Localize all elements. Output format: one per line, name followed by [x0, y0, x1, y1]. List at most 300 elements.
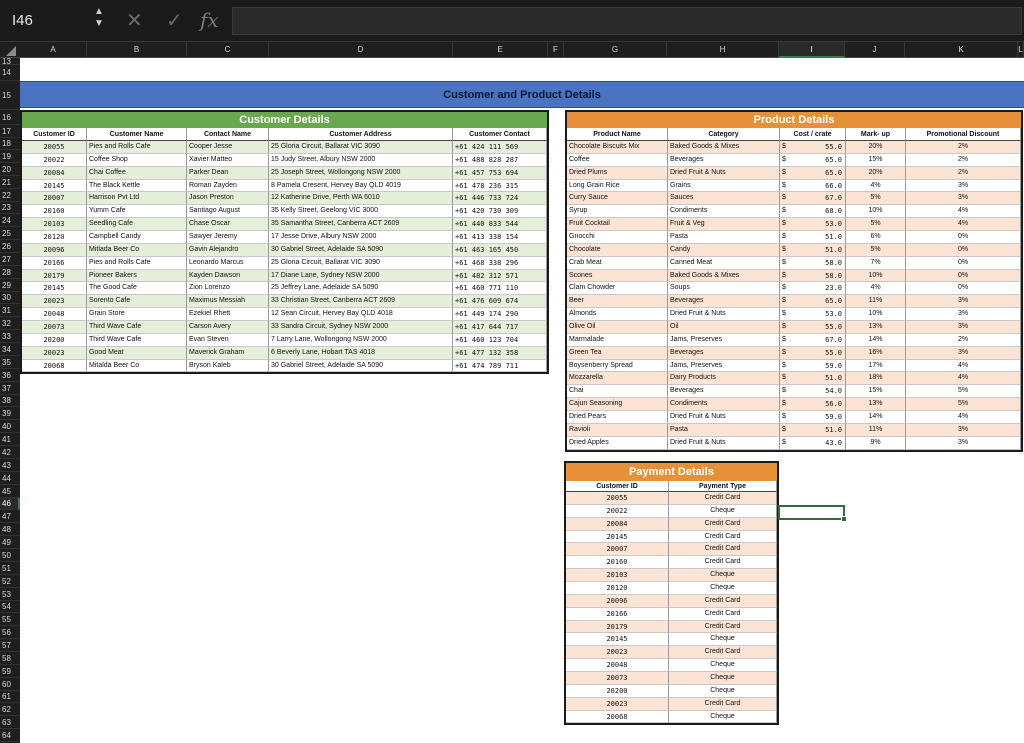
customer-cell-contact[interactable]: +61 440 833 544	[453, 218, 547, 231]
main-title[interactable]: Customer and Product Details	[443, 89, 601, 101]
payment-cell-customer-id[interactable]: 20023	[566, 698, 669, 711]
customer-cell-id[interactable]: 20166	[22, 257, 87, 270]
product-cell-category[interactable]: Dried Fruit & Nuts	[668, 411, 780, 424]
column-header-g[interactable]: G	[564, 42, 667, 58]
product-cell-product-name[interactable]: Crab Meat	[567, 257, 668, 270]
customer-header-name[interactable]: Customer Name	[87, 128, 187, 141]
product-cell-product-name[interactable]: Coffee	[567, 154, 668, 167]
product-cell-discount[interactable]: 4%	[906, 360, 1021, 373]
product-cell-discount[interactable]: 5%	[906, 385, 1021, 398]
customer-cell-id[interactable]: 20145	[22, 180, 87, 193]
customer-cell-name[interactable]: Third Wave Cafe	[87, 321, 187, 334]
customer-cell-contact-name[interactable]: Leonardo Marcus	[187, 257, 269, 270]
customer-cell-name[interactable]: Grain Store	[87, 308, 187, 321]
row-header-56[interactable]: 56	[0, 627, 20, 639]
column-header-h[interactable]: H	[667, 42, 779, 58]
row-header-57[interactable]: 57	[0, 640, 20, 652]
row-header-50[interactable]: 50	[0, 550, 20, 562]
customer-cell-id[interactable]: 20055	[22, 141, 87, 154]
row-header-52[interactable]: 52	[0, 576, 20, 588]
product-cell-product-name[interactable]: Ravioli	[567, 424, 668, 437]
customer-cell-address[interactable]: 30 Gabriel Street, Adelaide SA 5090	[269, 244, 453, 257]
product-cost-value[interactable]: 51.0	[780, 424, 846, 437]
payment-header-payment-type[interactable]: Payment Type	[669, 481, 777, 492]
product-cell-markup[interactable]: 5%	[846, 192, 906, 205]
row-header-29[interactable]: 29	[0, 280, 20, 292]
customer-cell-contact-name[interactable]: Santiago August	[187, 205, 269, 218]
column-header-a[interactable]: A	[20, 42, 87, 58]
product-cell-discount[interactable]: 4%	[906, 411, 1021, 424]
product-cost-value[interactable]: 67.0	[780, 334, 846, 347]
product-cell-category[interactable]: Jams, Preserves	[668, 334, 780, 347]
product-cell-category[interactable]: Sauces	[668, 192, 780, 205]
row-header-44[interactable]: 44	[0, 473, 20, 485]
product-cell-product-name[interactable]: Chocolate	[567, 244, 668, 257]
customer-cell-contact-name[interactable]: Cooper Jesse	[187, 141, 269, 154]
customer-details-title[interactable]: Customer Details	[22, 112, 547, 128]
payment-cell-payment-type[interactable]: Cheque	[669, 672, 777, 685]
product-cell-category[interactable]: Beverages	[668, 347, 780, 360]
payment-cell-payment-type[interactable]: Credit Card	[669, 698, 777, 711]
customer-cell-contact[interactable]: +61 424 111 569	[453, 141, 547, 154]
product-cost-value[interactable]: 65.0	[780, 154, 846, 167]
product-cell-product-name[interactable]: Olive Oil	[567, 321, 668, 334]
payment-cell-customer-id[interactable]: 20103	[566, 569, 669, 582]
product-cell-product-name[interactable]: Dried Pears	[567, 411, 668, 424]
payment-cell-payment-type[interactable]: Credit Card	[669, 518, 777, 531]
product-cell-markup[interactable]: 5%	[846, 218, 906, 231]
product-cost-value[interactable]: 58.0	[780, 257, 846, 270]
row-header-40[interactable]: 40	[0, 421, 20, 433]
row-header-32[interactable]: 32	[0, 318, 20, 330]
chevron-up-icon[interactable]: ▲	[94, 6, 104, 17]
payment-cell-customer-id[interactable]: 20120	[566, 582, 669, 595]
customer-cell-contact-name[interactable]: Chase Oscar	[187, 218, 269, 231]
product-cell-category[interactable]: Candy	[668, 244, 780, 257]
row-header-27[interactable]: 27	[0, 254, 20, 266]
product-cell-category[interactable]: Beverages	[668, 154, 780, 167]
product-cost-value[interactable]: 58.0	[780, 270, 846, 283]
customer-cell-address[interactable]: 15 Judy Street, Albury NSW 2000	[269, 154, 453, 167]
product-cost-value[interactable]: 55.0	[780, 347, 846, 360]
product-cell-discount[interactable]: 0%	[906, 282, 1021, 295]
cancel-icon[interactable]: ✕	[126, 10, 143, 32]
product-cell-markup[interactable]: 11%	[846, 424, 906, 437]
select-all-button[interactable]	[0, 42, 20, 58]
customer-cell-contact[interactable]: +61 463 165 450	[453, 244, 547, 257]
product-cell-discount[interactable]: 3%	[906, 437, 1021, 450]
row-header-13[interactable]: 13	[0, 58, 20, 65]
row-header-41[interactable]: 41	[0, 434, 20, 446]
customer-cell-contact-name[interactable]: Ezekiel Rhett	[187, 308, 269, 321]
customer-cell-contact[interactable]: +61 468 338 296	[453, 257, 547, 270]
product-cell-category[interactable]: Beverages	[668, 295, 780, 308]
product-cell-product-name[interactable]: Clam Chowder	[567, 282, 668, 295]
fill-handle[interactable]	[841, 516, 847, 522]
customer-cell-id[interactable]: 20103	[22, 218, 87, 231]
customer-cell-name[interactable]: Third Wave Cafe	[87, 334, 187, 347]
payment-cell-customer-id[interactable]: 20073	[566, 672, 669, 685]
payment-cell-customer-id[interactable]: 20055	[566, 492, 669, 505]
product-cell-markup[interactable]: 7%	[846, 257, 906, 270]
payment-cell-customer-id[interactable]: 20179	[566, 621, 669, 634]
product-cell-markup[interactable]: 13%	[846, 398, 906, 411]
product-cell-markup[interactable]: 10%	[846, 205, 906, 218]
product-cell-product-name[interactable]: Dried Plums	[567, 167, 668, 180]
product-cell-product-name[interactable]: Dried Apples	[567, 437, 668, 450]
product-cell-markup[interactable]: 4%	[846, 180, 906, 193]
customer-cell-address[interactable]: 25 Gloria Circuit, Ballarat VIC 3090	[269, 257, 453, 270]
customer-cell-name[interactable]: The Good Cafe	[87, 282, 187, 295]
customer-cell-contact-name[interactable]: Carson Avery	[187, 321, 269, 334]
column-header-e[interactable]: E	[453, 42, 548, 58]
payment-cell-payment-type[interactable]: Credit Card	[669, 543, 777, 556]
product-cell-product-name[interactable]: Mozzarella	[567, 372, 668, 385]
payment-cell-payment-type[interactable]: Credit Card	[669, 531, 777, 544]
customer-cell-name[interactable]: Chai Coffee	[87, 167, 187, 180]
column-header-i[interactable]: I	[779, 42, 845, 58]
customer-header-address[interactable]: Customer Address	[269, 128, 453, 141]
product-cell-markup[interactable]: 14%	[846, 334, 906, 347]
customer-cell-contact[interactable]: +61 478 236 315	[453, 180, 547, 193]
customer-cell-contact[interactable]: +61 482 312 571	[453, 270, 547, 283]
product-cell-category[interactable]: Baked Goods & Mixes	[668, 141, 780, 154]
customer-cell-contact[interactable]: +61 457 753 694	[453, 167, 547, 180]
row-header-59[interactable]: 59	[0, 666, 20, 678]
customer-cell-address[interactable]: 6 Beverly Lane, Hobart TAS 4018	[269, 347, 453, 360]
payment-cell-customer-id[interactable]: 20084	[566, 518, 669, 531]
customer-cell-id[interactable]: 20073	[22, 321, 87, 334]
row-header-42[interactable]: 42	[0, 447, 20, 459]
product-cell-discount[interactable]: 3%	[906, 180, 1021, 193]
payment-cell-customer-id[interactable]: 20200	[566, 685, 669, 698]
product-header-product-name[interactable]: Product Name	[567, 128, 668, 141]
product-cell-discount[interactable]: 2%	[906, 154, 1021, 167]
product-cell-markup[interactable]: 20%	[846, 141, 906, 154]
product-cell-product-name[interactable]: Scones	[567, 270, 668, 283]
customer-cell-contact-name[interactable]: Gavin Alejandro	[187, 244, 269, 257]
customer-cell-name[interactable]: Mitlada Beer Co	[87, 244, 187, 257]
payment-cell-customer-id[interactable]: 20096	[566, 595, 669, 608]
customer-cell-address[interactable]: 17 Jesse Drive, Albury NSW 2000	[269, 231, 453, 244]
product-cell-category[interactable]: Dried Fruit & Nuts	[668, 308, 780, 321]
product-cell-discount[interactable]: 2%	[906, 334, 1021, 347]
product-cell-discount[interactable]: 3%	[906, 347, 1021, 360]
product-cell-category[interactable]: Oil	[668, 321, 780, 334]
payment-cell-payment-type[interactable]: Credit Card	[669, 595, 777, 608]
row-header-39[interactable]: 39	[0, 408, 20, 420]
row-header-48[interactable]: 48	[0, 524, 20, 536]
customer-cell-contact-name[interactable]: Xavier Matteo	[187, 154, 269, 167]
row-header-53[interactable]: 53	[0, 589, 20, 601]
customer-cell-contact[interactable]: +61 449 174 290	[453, 308, 547, 321]
product-cell-discount[interactable]: 3%	[906, 424, 1021, 437]
payment-cell-payment-type[interactable]: Cheque	[669, 633, 777, 646]
product-cell-product-name[interactable]: Long Grain Rice	[567, 180, 668, 193]
product-cell-markup[interactable]: 11%	[846, 295, 906, 308]
product-cell-product-name[interactable]: Gnocchi	[567, 231, 668, 244]
payment-cell-payment-type[interactable]: Cheque	[669, 711, 777, 724]
product-header-discount[interactable]: Promotional Discount	[906, 128, 1021, 141]
customer-cell-id[interactable]: 20048	[22, 308, 87, 321]
product-cost-value[interactable]: 53.0	[780, 308, 846, 321]
row-header-19[interactable]: 19	[0, 151, 20, 163]
product-cell-markup[interactable]: 5%	[846, 244, 906, 257]
product-cell-markup[interactable]: 10%	[846, 270, 906, 283]
payment-cell-payment-type[interactable]: Cheque	[669, 685, 777, 698]
customer-cell-contact-name[interactable]: Maximus Messiah	[187, 295, 269, 308]
product-cell-markup[interactable]: 14%	[846, 411, 906, 424]
product-cell-category[interactable]: Grains	[668, 180, 780, 193]
product-cost-value[interactable]: 65.0	[780, 167, 846, 180]
row-header-55[interactable]: 55	[0, 614, 20, 626]
product-cell-product-name[interactable]: Fruit Cocktail	[567, 218, 668, 231]
row-header-33[interactable]: 33	[0, 331, 20, 343]
customer-cell-name[interactable]: Seedling Cafe	[87, 218, 187, 231]
product-cost-value[interactable]: 59.0	[780, 411, 846, 424]
row-header-61[interactable]: 61	[0, 691, 20, 703]
name-box-stepper[interactable]	[92, 6, 106, 36]
product-cell-markup[interactable]: 6%	[846, 231, 906, 244]
customer-cell-address[interactable]: 12 Sean Circuit, Hervey Bay QLD 4018	[269, 308, 453, 321]
row-header-34[interactable]: 34	[0, 344, 20, 356]
customer-cell-contact[interactable]: +61 460 771 110	[453, 282, 547, 295]
product-cell-markup[interactable]: 15%	[846, 385, 906, 398]
product-cell-discount[interactable]: 3%	[906, 192, 1021, 205]
payment-cell-payment-type[interactable]: Cheque	[669, 505, 777, 518]
product-cost-value[interactable]: 55.0	[780, 141, 846, 154]
customer-cell-name[interactable]: Campbell Candy	[87, 231, 187, 244]
product-cell-product-name[interactable]: Almonds	[567, 308, 668, 321]
product-header-markup[interactable]: Mark- up	[846, 128, 906, 141]
customer-cell-name[interactable]: Pies and Rolls Cafe	[87, 257, 187, 270]
product-header-category[interactable]: Category	[668, 128, 780, 141]
product-cell-product-name[interactable]: Cajun Seasoning	[567, 398, 668, 411]
product-cell-product-name[interactable]: Chai	[567, 385, 668, 398]
product-cost-value[interactable]: 54.0	[780, 385, 846, 398]
customer-cell-name[interactable]: Sorento Cafe	[87, 295, 187, 308]
row-header-16[interactable]: 16	[0, 110, 20, 125]
product-cost-value[interactable]: 66.0	[780, 180, 846, 193]
product-cell-discount[interactable]: 4%	[906, 372, 1021, 385]
product-cell-category[interactable]: Dried Fruit & Nuts	[668, 167, 780, 180]
product-cell-category[interactable]: Beverages	[668, 385, 780, 398]
payment-header-customer-id[interactable]: Customer ID	[566, 481, 669, 492]
customer-cell-address[interactable]: 7 Larry Lane, Wollongong NSW 2000	[269, 334, 453, 347]
customer-cell-contact-name[interactable]: Jason Preston	[187, 192, 269, 205]
row-header-25[interactable]: 25	[0, 228, 20, 240]
payment-cell-payment-type[interactable]: Cheque	[669, 659, 777, 672]
customer-cell-id[interactable]: 20096	[22, 244, 87, 257]
customer-cell-address[interactable]: 35 Samantha Street, Canberra ACT 2609	[269, 218, 453, 231]
row-header-24[interactable]: 24	[0, 215, 20, 227]
product-cell-category[interactable]: Pasta	[668, 231, 780, 244]
customer-header-id[interactable]: Customer ID	[22, 128, 87, 141]
row-header-28[interactable]: 28	[0, 267, 20, 279]
row-header-51[interactable]: 51	[0, 563, 20, 575]
customer-cell-contact[interactable]: +61 460 123 704	[453, 334, 547, 347]
product-cost-value[interactable]: 67.0	[780, 192, 846, 205]
product-header-cost[interactable]: Cost / crate	[780, 128, 846, 141]
column-header-k[interactable]: K	[905, 42, 1018, 58]
row-header-64[interactable]: 64	[0, 730, 20, 742]
product-cell-discount[interactable]: 2%	[906, 167, 1021, 180]
row-header-15[interactable]: 15	[0, 81, 20, 110]
payment-cell-payment-type[interactable]: Cheque	[669, 569, 777, 582]
payment-cell-payment-type[interactable]: Credit Card	[669, 621, 777, 634]
row-header-63[interactable]: 63	[0, 717, 20, 729]
payment-cell-customer-id[interactable]: 20160	[566, 556, 669, 569]
customer-cell-id[interactable]: 20022	[22, 154, 87, 167]
product-cell-product-name[interactable]: Marmalade	[567, 334, 668, 347]
customer-header-contact[interactable]: Customer Contact	[453, 128, 547, 141]
customer-cell-contact-name[interactable]: Sawyer Jeremy	[187, 231, 269, 244]
customer-cell-contact[interactable]: +61 474 789 711	[453, 360, 547, 373]
row-header-60[interactable]: 60	[0, 679, 20, 691]
product-cell-category[interactable]: Baked Goods & Mixes	[668, 270, 780, 283]
product-cell-product-name[interactable]: Beer	[567, 295, 668, 308]
product-cell-category[interactable]: Pasta	[668, 424, 780, 437]
column-header-d[interactable]: D	[269, 42, 453, 58]
payment-cell-customer-id[interactable]: 20068	[566, 711, 669, 724]
row-header-21[interactable]: 21	[0, 177, 20, 189]
product-cell-discount[interactable]: 3%	[906, 295, 1021, 308]
product-cost-value[interactable]: 55.0	[780, 321, 846, 334]
payment-cell-payment-type[interactable]: Credit Card	[669, 608, 777, 621]
product-cell-category[interactable]: Condiments	[668, 398, 780, 411]
row-header-43[interactable]: 43	[0, 460, 20, 472]
product-cell-markup[interactable]: 20%	[846, 167, 906, 180]
product-cell-discount[interactable]: 0%	[906, 231, 1021, 244]
product-cell-category[interactable]: Fruit & Veg	[668, 218, 780, 231]
product-cell-product-name[interactable]: Boysenberry Spread	[567, 360, 668, 373]
product-cell-markup[interactable]: 16%	[846, 347, 906, 360]
formula-input[interactable]	[232, 7, 1022, 35]
customer-cell-address[interactable]: 17 Diane Lane, Sydney NSW 2000	[269, 270, 453, 283]
row-header-38[interactable]: 38	[0, 395, 20, 407]
payment-cell-payment-type[interactable]: Cheque	[669, 582, 777, 595]
product-cost-value[interactable]: 68.0	[780, 205, 846, 218]
product-cell-product-name[interactable]: Chocolate Biscuits Mix	[567, 141, 668, 154]
confirm-icon[interactable]: ✓	[166, 10, 183, 32]
customer-cell-id[interactable]: 20120	[22, 231, 87, 244]
customer-cell-address[interactable]: 25 Gloria Circuit, Ballarat VIC 3090	[269, 141, 453, 154]
customer-cell-name[interactable]: Yumm Cafe	[87, 205, 187, 218]
row-header-54[interactable]: 54	[0, 601, 20, 613]
product-cell-product-name[interactable]: Curry Sauce	[567, 192, 668, 205]
row-header-22[interactable]: 22	[0, 190, 20, 202]
row-header-62[interactable]: 62	[0, 704, 20, 716]
product-cell-discount[interactable]: 0%	[906, 244, 1021, 257]
payment-cell-customer-id[interactable]: 20048	[566, 659, 669, 672]
product-cost-value[interactable]: 51.0	[780, 231, 846, 244]
customer-cell-address[interactable]: 8 Pamela Cresent, Hervey Bay QLD 4019	[269, 180, 453, 193]
column-header-c[interactable]: C	[187, 42, 269, 58]
customer-cell-contact-name[interactable]: Bryson Kaleb	[187, 360, 269, 373]
payment-cell-customer-id[interactable]: 20145	[566, 531, 669, 544]
customer-header-contact-name[interactable]: Contact Name	[187, 128, 269, 141]
customer-cell-name[interactable]: Harrison Pvt Ltd	[87, 192, 187, 205]
payment-cell-customer-id[interactable]: 20145	[566, 633, 669, 646]
customer-cell-id[interactable]: 20084	[22, 167, 87, 180]
customer-cell-contact[interactable]: +61 488 828 287	[453, 154, 547, 167]
customer-cell-contact-name[interactable]: Kayden Dawson	[187, 270, 269, 283]
customer-cell-contact-name[interactable]: Roman Zayden	[187, 180, 269, 193]
row-header-23[interactable]: 23	[0, 202, 20, 214]
customer-cell-address[interactable]: 33 Christian Street, Canberra ACT 2609	[269, 295, 453, 308]
customer-cell-address[interactable]: 12 Katherine Drive, Perth WA 6010	[269, 192, 453, 205]
row-header-30[interactable]: 30	[0, 292, 20, 304]
row-header-26[interactable]: 26	[0, 241, 20, 253]
product-cell-category[interactable]: Dairy Products	[668, 372, 780, 385]
payment-cell-customer-id[interactable]: 20007	[566, 543, 669, 556]
customer-cell-address[interactable]: 33 Sandra Circuit, Sydney NSW 2000	[269, 321, 453, 334]
product-cost-value[interactable]: 23.0	[780, 282, 846, 295]
product-cell-discount[interactable]: 2%	[906, 141, 1021, 154]
product-cell-category[interactable]: Canned Meat	[668, 257, 780, 270]
customer-cell-contact[interactable]: +61 413 338 154	[453, 231, 547, 244]
product-details-title[interactable]: Product Details	[567, 112, 1021, 128]
row-header-14[interactable]: 14	[0, 65, 20, 81]
column-header-b[interactable]: B	[87, 42, 187, 58]
product-cell-markup[interactable]: 10%	[846, 308, 906, 321]
column-header-l[interactable]: L	[1018, 42, 1024, 58]
product-cell-product-name[interactable]: Green Tea	[567, 347, 668, 360]
customer-cell-address[interactable]: 25 Joseph Street, Wollongong NSW 2000	[269, 167, 453, 180]
payment-cell-customer-id[interactable]: 20166	[566, 608, 669, 621]
column-header-j[interactable]: J	[845, 42, 905, 58]
product-cost-value[interactable]: 65.0	[780, 295, 846, 308]
customer-cell-id[interactable]: 20160	[22, 205, 87, 218]
product-cell-category[interactable]: Jams, Preserves	[668, 360, 780, 373]
product-cell-markup[interactable]: 9%	[846, 437, 906, 450]
product-cell-category[interactable]: Dried Fruit & Nuts	[668, 437, 780, 450]
row-header-18[interactable]: 18	[0, 138, 20, 150]
customer-cell-id[interactable]: 20007	[22, 192, 87, 205]
row-header-46[interactable]: 46	[0, 498, 20, 510]
chevron-down-icon[interactable]: ▼	[94, 18, 104, 29]
product-cell-markup[interactable]: 18%	[846, 372, 906, 385]
row-header-49[interactable]: 49	[0, 537, 20, 549]
payment-cell-payment-type[interactable]: Credit Card	[669, 646, 777, 659]
name-box[interactable]: I46	[12, 12, 33, 29]
product-cell-discount[interactable]: 3%	[906, 308, 1021, 321]
selected-cell[interactable]	[778, 505, 845, 520]
row-header-36[interactable]: 36	[0, 370, 20, 382]
customer-cell-contact[interactable]: +61 446 733 724	[453, 192, 547, 205]
customer-cell-name[interactable]: Coffee Shop	[87, 154, 187, 167]
column-header-f[interactable]: F	[548, 42, 564, 58]
customer-cell-id[interactable]: 20068	[22, 360, 87, 373]
row-header-37[interactable]: 37	[0, 383, 20, 395]
customer-cell-name[interactable]: Pioneer Bakers	[87, 270, 187, 283]
product-cell-markup[interactable]: 17%	[846, 360, 906, 373]
fx-icon[interactable]: fx	[200, 8, 219, 32]
customer-cell-contact[interactable]: +61 477 132 358	[453, 347, 547, 360]
product-cost-value[interactable]: 53.0	[780, 218, 846, 231]
customer-cell-name[interactable]: Mitalda Beer Co	[87, 360, 187, 373]
customer-cell-contact-name[interactable]: Zion Lorenzo	[187, 282, 269, 295]
row-header-17[interactable]: 17	[0, 125, 20, 138]
product-cell-markup[interactable]: 15%	[846, 154, 906, 167]
customer-cell-name[interactable]: The Black Kettle	[87, 180, 187, 193]
product-cell-category[interactable]: Soups	[668, 282, 780, 295]
customer-cell-name[interactable]: Pies and Rolls Cafe	[87, 141, 187, 154]
product-cell-discount[interactable]: 0%	[906, 270, 1021, 283]
payment-cell-payment-type[interactable]: Credit Card	[669, 492, 777, 505]
product-cell-markup[interactable]: 13%	[846, 321, 906, 334]
payment-details-title[interactable]: Payment Details	[566, 463, 777, 481]
